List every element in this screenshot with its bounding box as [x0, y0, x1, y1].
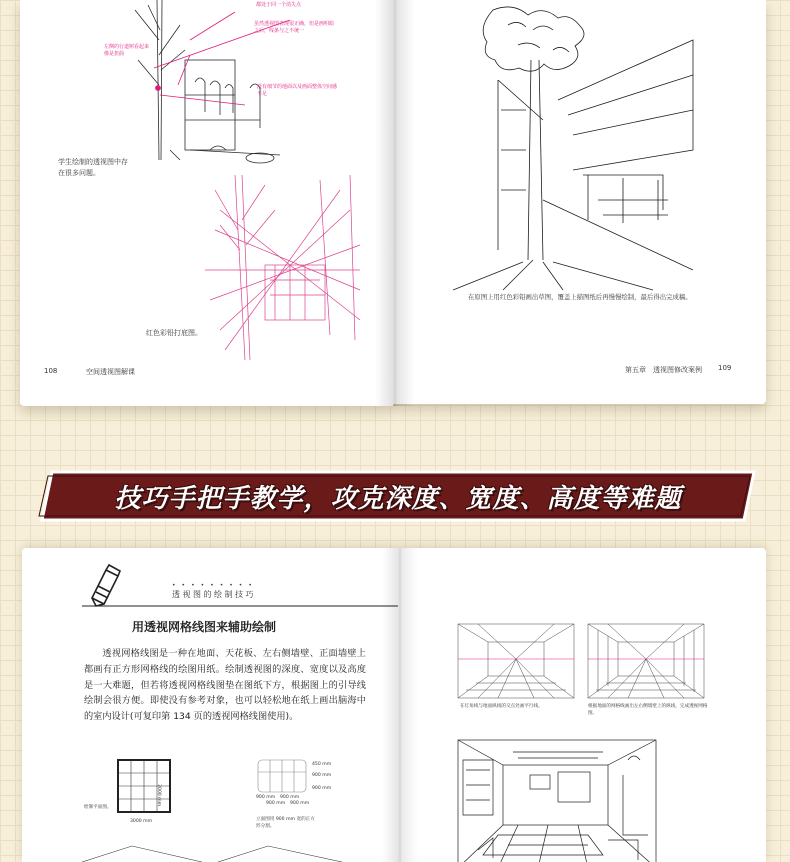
chapter-title: 第五章 透视图修改案例	[625, 366, 702, 374]
page-108	[20, 0, 393, 406]
grid-caption-1: 在灯角线与地面纵线的交点处画平行线。	[460, 704, 543, 709]
annotation-trees: 左侧的行道树看起来像是扭曲	[104, 44, 150, 57]
student-sketch	[20, 0, 393, 180]
book-gutter-bottom	[382, 548, 418, 862]
floor-plan-grid	[118, 760, 178, 820]
elev-dim-bottom-2: 900 mm	[280, 795, 300, 800]
caption-red-pencil: 红色彩铅打底图。	[146, 329, 202, 337]
elev-dim-1: 450 mm	[312, 762, 332, 767]
elev-dim-bottom-3: 900 mm	[266, 801, 286, 806]
page-109	[393, 0, 766, 404]
book-gutter	[375, 0, 415, 406]
bottom-book-spread	[22, 548, 766, 862]
elev-dim-bottom-4: 900 mm	[290, 801, 310, 806]
grid-caption-2: 根据地面的网格线画出左右侧墙壁上的纵线，完成透视网格图。	[588, 704, 708, 716]
elev-dim-3: 900 mm	[312, 786, 332, 791]
perspective-grid-2	[588, 624, 708, 704]
plan-dim-side: 3000 mm	[156, 784, 161, 807]
finished-street-sketch	[393, 0, 766, 290]
body-text: 透视网格线图是一种在地面、天花板、左右侧墙壁、正面墙壁上都画有正方形网格线的绘图用纸。绘制透视图的深度、宽度以及高度是一大难题，但若将透视网格线图垫在图纸下方，根据图上的引导线绘制会很方便。即使没有参考对象，也可以轻松地在纸上画出脑海中的室内设计(可复印第 134 页的透视网格线图使用)。	[84, 648, 366, 723]
banner-title: 技巧手把手教学，攻克深度、宽度、高度等难题	[114, 483, 682, 514]
dot-row: •••••••••	[172, 582, 258, 589]
page-number-108: 108	[44, 367, 58, 375]
elev-dim-bottom-1: 900 mm	[256, 795, 276, 800]
red-pencil-underdrawing	[20, 170, 393, 370]
page-right-bottom	[398, 548, 766, 862]
running-title: 空间透视图解课	[86, 368, 135, 376]
page-left-bottom	[22, 548, 398, 862]
elev-dim-2: 900 mm	[312, 773, 332, 778]
feature-banner	[42, 470, 754, 522]
bottom-perspective-sketches	[22, 846, 398, 862]
section-rule	[82, 600, 398, 610]
section-label: 透视图的绘制技巧	[172, 590, 256, 599]
caption-finished: 在原图上用红色彩铅画出草图，覆盖上描图纸后再慢慢绘制，最后得出完成稿。	[468, 293, 692, 301]
top-book-spread	[20, 0, 766, 408]
page-number-109: 109	[718, 364, 732, 372]
annotation-ground: 没有细节的地面以及画面整体空间感不足	[257, 84, 338, 97]
interior-room-sketch	[458, 740, 658, 862]
annotation-shading: 虽然透视图表现很正确，但是画明暗之后，线条与之不统一	[254, 21, 335, 34]
section-heading: 用透视网格线图来辅助绘制	[132, 620, 277, 634]
caption-student-drawing: 学生绘制的透视图中存在很多问题。	[58, 158, 128, 177]
plan-caption: 绘制平面图。	[84, 805, 112, 810]
plan-dim-bottom: 3000 mm	[130, 819, 153, 824]
elev-caption: 立面图用 900 mm 宽的正方形分割。	[256, 817, 315, 829]
perspective-grid-1	[458, 624, 578, 704]
annotation-vanishing-point: 都处于同一个消失点	[256, 2, 302, 8]
